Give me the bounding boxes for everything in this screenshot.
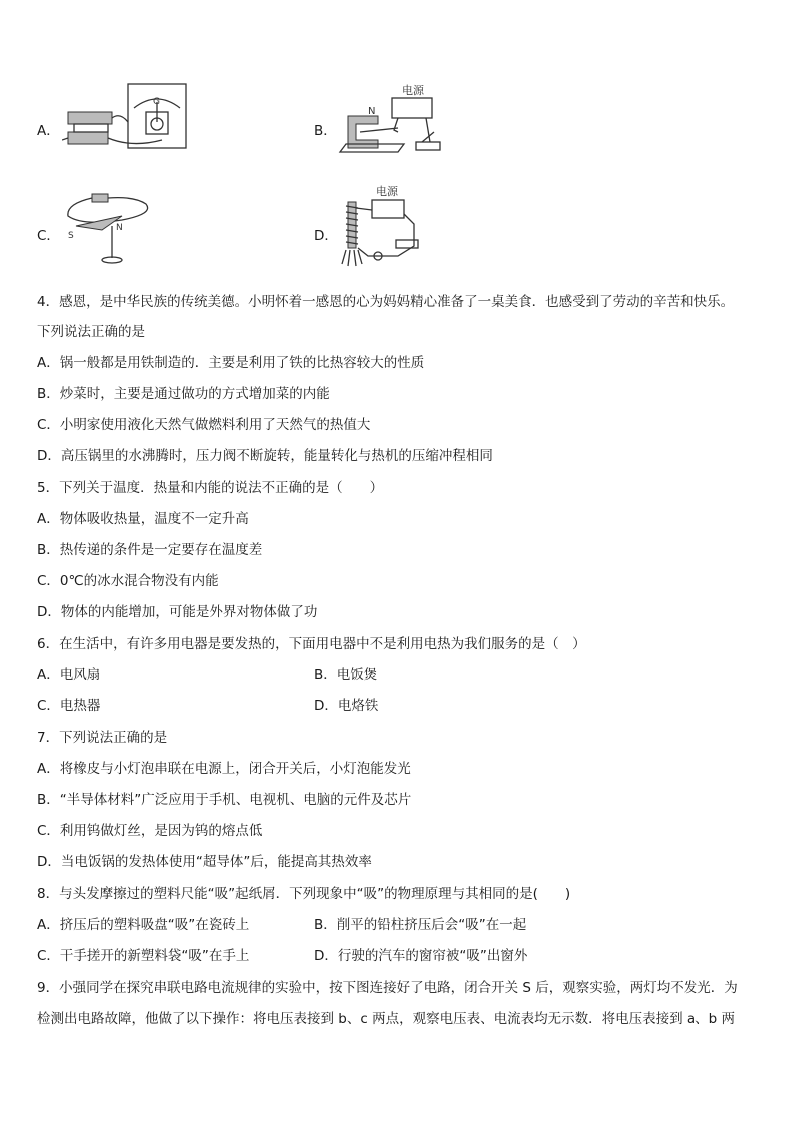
- switch-d: [396, 240, 418, 248]
- option-c-label: C．: [37, 228, 60, 244]
- magnet-bottom: [68, 132, 108, 144]
- q4-stem-2: 下列说法正确的是: [37, 324, 145, 340]
- power-source-box-d: [372, 200, 404, 218]
- magnet-n-label: N: [368, 106, 376, 117]
- power-label: 电源: [402, 84, 424, 97]
- q5-option-b: B．热传递的条件是一定要存在温度差: [37, 542, 263, 558]
- q4-option-a: A．锅一般都是用铁制造的．主要是利用了铁的比热容较大的性质: [37, 355, 425, 371]
- galvanometer-g-label: G: [153, 97, 160, 107]
- q7-option-b: B．“半导体材料”广泛应用于手机、电视机、电脑的元件及芯片: [37, 792, 412, 808]
- oersted-figure: [62, 190, 158, 266]
- q8-option-b: B．削平的铅柱挤压后会“吸”在一起: [314, 917, 527, 933]
- motor-circuit-figure: [338, 82, 450, 164]
- q4-stem-1: 4．感恩，是中华民族的传统美德。小明怀着一感恩的心为妈妈精心准备了一桌美食．也感受到了劳动的辛苦和快乐。: [37, 294, 735, 310]
- q5-option-a: A．物体吸收热量，温度不一定升高: [37, 511, 249, 527]
- option-d-label: D．: [314, 228, 338, 244]
- q5-option-d: D．物体的内能增加，可能是外界对物体做了功: [37, 604, 318, 620]
- galvanometer-figure: [62, 82, 192, 154]
- q5-stem: 5．下列关于温度．热量和内能的说法不正确的是（ ）: [37, 480, 384, 496]
- q8-option-d: D．行驶的汽车的窗帘被“吸”出窗外: [314, 948, 528, 964]
- needle-n-label: N: [116, 223, 123, 233]
- q8-option-a: A．挤压后的塑料吸盘“吸”在瓷砖上: [37, 917, 250, 933]
- q6-option-b: B．电饭煲: [314, 667, 378, 683]
- q8-stem: 8．与头发摩擦过的塑料尺能“吸”起纸屑．下列现象中“吸”的物理原理与其相同的是( ): [37, 886, 571, 902]
- switch: [416, 142, 440, 150]
- power-label-d: 电源: [376, 185, 398, 198]
- electromagnet-figure: [338, 184, 438, 274]
- power-source-box: [392, 98, 432, 118]
- q4-option-c: C．小明家使用液化天然气做燃料利用了天然气的热值大: [37, 417, 371, 433]
- q7-option-a: A．将橡皮与小灯泡串联在电源上，闭合开关后，小灯泡能发光: [37, 761, 411, 777]
- q7-stem: 7．下列说法正确的是: [37, 730, 168, 746]
- magnet-top: [68, 112, 112, 124]
- q9-stem-1: 9．小强同学在探究串联电路电流规律的实验中，按下图连接好了电路，闭合开关 S 后，观察实验，两灯均不发光．为: [37, 980, 738, 996]
- q4-option-b: B．炒菜时，主要是通过做功的方式增加菜的内能: [37, 386, 330, 402]
- option-b-label: B．: [314, 123, 337, 139]
- q7-option-c: C．利用钨做灯丝，是因为钨的熔点低: [37, 823, 263, 839]
- q6-option-d: D．电烙铁: [314, 698, 379, 714]
- q5-option-c: C．0℃的冰水混合物没有内能: [37, 573, 219, 589]
- q4-option-d: D．高压锅里的水沸腾时，压力阀不断旋转，能量转化与热机的压缩冲程相同: [37, 448, 493, 464]
- option-a-label: A．: [37, 123, 60, 139]
- q7-option-d: D．当电饭锅的发热体使用“超导体”后，能提高其热效率: [37, 854, 372, 870]
- q6-stem: 6．在生活中，有许多用电器是要发热的，下面用电器中不是利用电热为我们服务的是（ ）: [37, 636, 586, 652]
- q8-option-c: C．干手搓开的新塑料袋“吸”在手上: [37, 948, 250, 964]
- q6-option-a: A．电风扇: [37, 667, 101, 683]
- q9-stem-2: 检测出电路故障，他做了以下操作：将电压表接到 b、c 两点，观察电压表、电流表均无示数．将电压表接到 a、b 两: [37, 1011, 735, 1027]
- needle-s-label: S: [68, 231, 74, 241]
- iron-filings: [342, 250, 362, 266]
- battery: [92, 194, 108, 202]
- q6-option-c: C．电热器: [37, 698, 101, 714]
